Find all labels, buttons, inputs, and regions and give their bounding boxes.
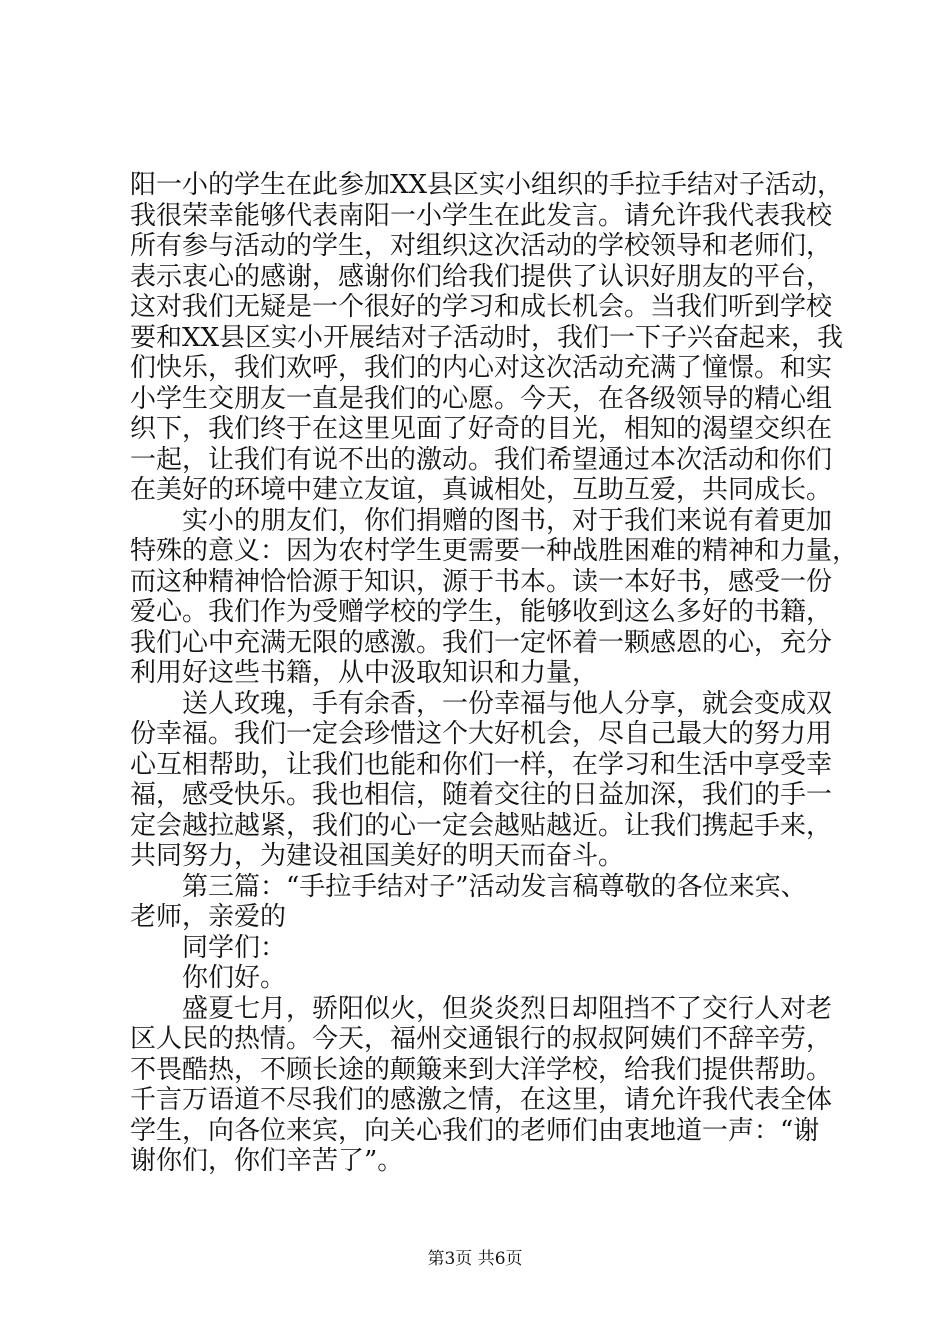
paragraph-start-line: 实小的朋友们，你们捐赠的图书，对于我们来说有着更加 [182,505,833,536]
text-line: 区人民的热情。今天，福州交通银行的叔叔阿姨们不辞辛劳， [130,1024,833,1054]
text-line: 老师，亲爱的 [130,902,287,932]
document-body [130,170,859,1177]
text-line: 而这种精神恰恰源于知识，源于书本。读一本好书，感受一份 [130,566,833,597]
page-number-footer: 第3页 共6页 [427,1249,523,1269]
text-line: 福，感受快乐。我也相信，随着交往的日益加深，我们的手一 [130,780,833,810]
text-line: 表示衷心的感谢，感谢你们给我们提供了认识好朋友的平台， [130,261,833,292]
text-line: 要和XX县区实小开展结对子活动时，我们一下子兴奋起来，我 [130,322,844,353]
text-line: 我很荣幸能够代表南阳一小学生在此发言。请允许我代表我校 [130,200,833,231]
text-line: 学生，向各位来宾，向关心我们的老师们由衷地道一声：“谢 [130,1115,820,1146]
text-line: 爱心。我们作为受赠学校的学生，能够收到这么多好的书籍， [130,597,833,627]
text-line: 千言万语道不尽我们的感激之情，在这里，请允许我代表全体 [130,1085,833,1115]
text-line: 份幸福。我们一定会珍惜这个大好机会，尽自己最大的努力用 [130,719,833,749]
text-line: 在美好的环境中建立友谊，真诚相处，互助互爱，共同成长。 [130,475,833,505]
section-heading-line: 第三篇：“手拉手结对子”活动发言稿尊敬的各位来宾、 [182,871,807,902]
greeting-line: 你们好。 [182,963,287,993]
text-line: 所有参与活动的学生，对组织这次活动的学校领导和老师们， [130,231,833,261]
text-line: 织下，我们终于在这里见面了好奇的目光，相知的渴望交织在 [130,414,833,444]
text-line: 心互相帮助，让我们也能和你们一样，在学习和生活中享受幸 [130,749,833,780]
text-line: 特殊的意义：因为农村学生更需要一种战胜困难的精神和力量， [130,536,859,566]
salutation-line: 同学们： [182,932,287,963]
text-line: 定会越拉越紧，我们的心一定会越贴越近。让我们携起手来， [130,810,833,841]
text-line: 小学生交朋友一直是我们的心愿。今天，在各级领导的精心组 [130,383,833,414]
paragraph-start-line: 送人玫瑰，手有余香，一份幸福与他人分享，就会变成双 [182,688,833,719]
text-line: 阳一小的学生在此参加XX县区实小组织的手拉手结对子活动， [130,170,844,200]
text-line: 利用好这些书籍，从中汲取知识和力量， [130,658,599,688]
text-line: 们快乐，我们欢呼，我们的内心对这次活动充满了憧憬。和实 [130,353,833,383]
text-line: 我们心中充满无限的感激。我们一定怀着一颗感恩的心，充分 [130,627,833,658]
text-line: 谢你们，你们辛苦了”。 [130,1146,404,1176]
paragraph-start-line: 盛夏七月，骄阳似火，但炎炎烈日却阻挡不了交行人对老 [182,993,833,1024]
text-line: 不畏酷热，不顾长途的颠簸来到大洋学校，给我们提供帮助。 [130,1054,833,1085]
text-line: 共同努力，为建设祖国美好的明天而奋斗。 [130,841,625,871]
text-line: 这对我们无疑是一个很好的学习和成长机会。当我们听到学校 [130,292,833,322]
text-line: 一起，让我们有说不出的激动。我们希望通过本次活动和你们 [130,444,833,475]
